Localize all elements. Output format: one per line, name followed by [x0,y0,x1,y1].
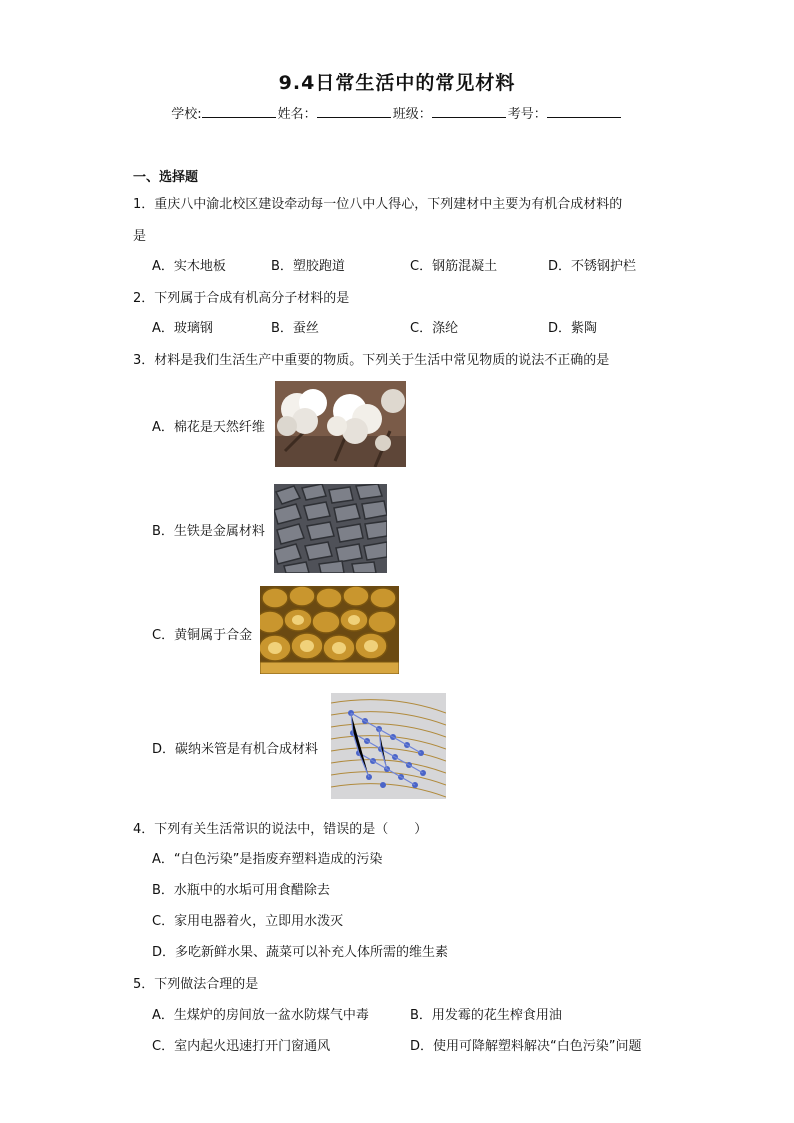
q5-stem: 5．下列做法合理的是 [133,977,259,992]
pig-iron-image [274,484,387,573]
q2-option-a[interactable]: A．玻璃钢 [152,321,213,336]
q3-option-a[interactable]: A．棉花是天然纤维 [152,420,265,435]
carbon-nanotube-image [331,693,446,799]
q2-option-d[interactable]: D．紫陶 [548,321,598,336]
number-blank[interactable] [547,104,621,118]
brass-image [260,586,399,674]
page-title: 9.4日常生活中的常见材料 [278,72,516,94]
q2-stem: 2．下列属于合成有机高分子材料的是 [133,291,350,306]
q5-option-c[interactable]: C．室内起火迅速打开门窗通风 [152,1039,331,1054]
q2-option-c[interactable]: C．涤纶 [410,321,459,336]
school-blank[interactable] [202,104,276,118]
class-blank[interactable] [432,104,506,118]
q4-option-c[interactable]: C．家用电器着火，立即用水泼灭 [152,914,344,929]
section-heading: 一、选择题 [133,170,199,185]
name-label: 姓名： [277,107,317,122]
q4-option-b[interactable]: B．水瓶中的水垢可用食醋除去 [152,883,330,898]
q1-option-d[interactable]: D．不锈钢护栏 [548,259,637,274]
q3-stem: 3．材料是我们生活生产中重要的物质。下列关于生活中常见物质的说法不正确的是 [133,353,610,368]
q1-option-a[interactable]: A．实木地板 [152,259,226,274]
cotton-image [275,381,406,467]
q3-option-d[interactable]: D．碳纳米管是有机合成材料 [152,742,319,757]
q3-option-b[interactable]: B．生铁是金属材料 [152,524,265,539]
q1-option-c[interactable]: C．钢筋混凝土 [410,259,498,274]
name-blank[interactable] [317,104,391,118]
student-info-line [0,103,794,122]
number-label: 考号： [507,107,547,122]
school-label: 学校: [171,107,202,122]
q3-option-c[interactable]: C．黄铜属于合金 [152,628,253,643]
q5-option-a[interactable]: A．生煤炉的房间放一盆水防煤气中毒 [152,1008,369,1023]
q4-stem: 4．下列有关生活常识的说法中，错误的是（ ） [133,822,428,837]
q4-option-d[interactable]: D．多吃新鲜水果、蔬菜可以补充人体所需的维生素 [152,945,449,960]
q1-stem-line2: 是 [133,229,147,244]
q1-option-b[interactable]: B．塑胶跑道 [271,259,345,274]
q2-option-b[interactable]: B．蚕丝 [271,321,319,336]
q4-option-a[interactable]: A．“白色污染”是指废弃塑料造成的污染 [152,852,383,867]
q5-option-b[interactable]: B．用发霉的花生榨食用油 [410,1008,562,1023]
q5-option-d[interactable]: D．使用可降解塑料解决“白色污染”问题 [410,1039,642,1054]
class-label: 班级： [392,107,432,122]
q1-stem-line1: 1．重庆八中渝北校区建设牵动每一位八中人得心，下列建材中主要为有机合成材料的 [133,197,623,212]
